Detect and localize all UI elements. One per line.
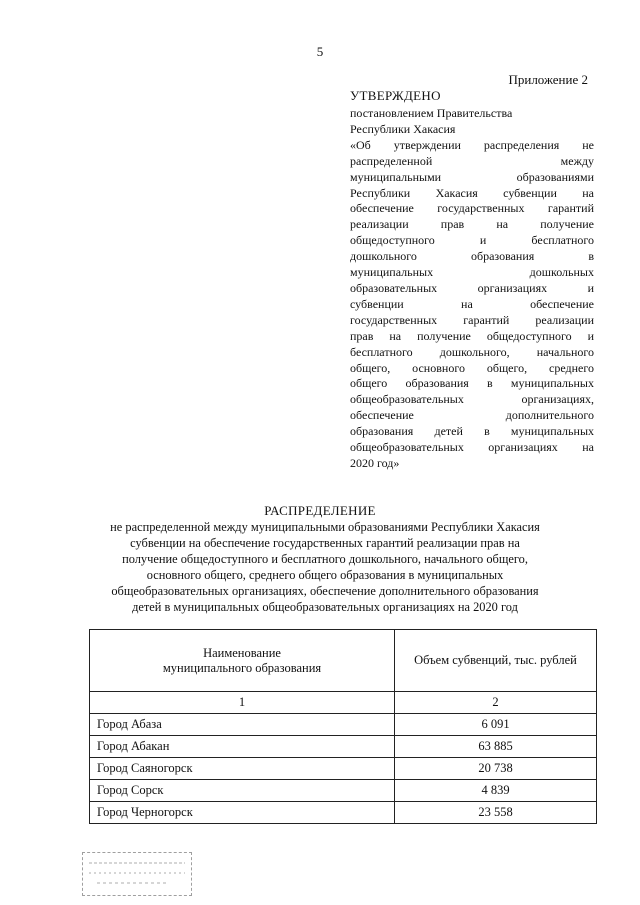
approval-line: реализации прав на получение: [350, 217, 594, 232]
table-row: [90, 714, 597, 736]
municipality-name: Город Абаза: [90, 714, 395, 736]
table-row: [90, 802, 597, 824]
faded-stamp: [82, 852, 192, 896]
approval-text: [350, 106, 594, 472]
table-row: [90, 758, 597, 780]
document-subtitle: [80, 519, 570, 615]
approval-line: обеспечение государственных гарантий: [350, 201, 594, 216]
approval-line: «Об утверждении распределения не: [350, 137, 594, 152]
subsidy-value: 63 885: [395, 736, 597, 758]
table-header-row: [90, 630, 597, 692]
approval-line: муниципальными образованиями: [350, 169, 594, 184]
header-name-line1: Наименование: [203, 645, 281, 660]
table-row: [90, 736, 597, 758]
subtitle-line: основного общего, среднего общего образования в муниципальных: [146, 568, 504, 582]
approval-line: бесплатного дошкольного, начального: [350, 344, 594, 359]
document-title: РАСПРЕДЕЛЕНИЕ: [264, 503, 376, 518]
approval-line: общего образования в муниципальных: [350, 376, 594, 391]
approval-line: постановлением Правительства: [350, 106, 513, 120]
subsidy-table: [89, 629, 597, 824]
subtitle-line: субвенции на обеспечение государственных гарантий реализации прав на: [130, 536, 520, 550]
stamp-marks-icon: [87, 855, 187, 891]
subsidy-value: 6 091: [395, 714, 597, 736]
approval-line: 2020 год»: [350, 455, 400, 470]
approval-line: общеобразовательных организациях на: [350, 440, 594, 455]
approval-line: Республики Хакасия субвенции на: [350, 185, 594, 200]
approval-line: муниципальных дошкольных: [350, 265, 594, 280]
approval-line: субвенции на обеспечение: [350, 296, 594, 311]
column-number: 2: [395, 692, 597, 714]
approval-line: распределенной между: [350, 153, 594, 168]
approval-line: обеспечение дополнительного: [350, 408, 594, 423]
approval-line: общедоступного и бесплатного: [350, 233, 594, 248]
header-name-line2: муниципального образования: [162, 660, 322, 675]
municipality-name: Город Саяногорск: [90, 758, 395, 780]
approval-line: образования детей в муниципальных: [350, 424, 594, 439]
column-number-row: [90, 692, 597, 714]
column-number: 1: [90, 692, 395, 714]
subsidy-value: 4 839: [395, 780, 597, 802]
approval-line: прав на получение общедоступного и: [350, 328, 594, 343]
subsidy-value: 23 558: [395, 802, 597, 824]
header-cell-amount: Объем субвенций, тыс. рублей: [395, 630, 597, 692]
municipality-name: Город Черногорск: [90, 802, 395, 824]
subtitle-line: детей в муниципальных общеобразовательных организациях на 2020 год: [132, 600, 518, 614]
subtitle-line: получение общедоступного и бесплатного дошкольного, начального общего,: [122, 552, 528, 566]
header-cell-name: [90, 630, 395, 692]
approval-line: государственных гарантий реализации: [350, 312, 594, 327]
approval-line: общеобразовательных организациях,: [350, 392, 594, 407]
approval-line: Республики Хакасия: [350, 121, 456, 136]
approval-line: общего, основного общего, среднего: [350, 360, 594, 375]
approved-heading: УТВЕРЖДЕНО: [350, 88, 441, 103]
municipality-name: Город Сорск: [90, 780, 395, 802]
subtitle-line: не распределенной между муниципальными образованиями Республики Хакасия: [110, 520, 540, 534]
appendix-label: Приложение 2: [508, 72, 588, 87]
subsidy-value: 20 738: [395, 758, 597, 780]
subtitle-line: общеобразовательных организациях, обеспечение дополнительного образования: [111, 584, 539, 598]
page-number: 5: [316, 44, 324, 59]
table-row: [90, 780, 597, 802]
municipality-name: Город Абакан: [90, 736, 395, 758]
approval-line: образовательных организациях и: [350, 280, 594, 295]
approval-line: дошкольного образования в: [350, 249, 594, 264]
